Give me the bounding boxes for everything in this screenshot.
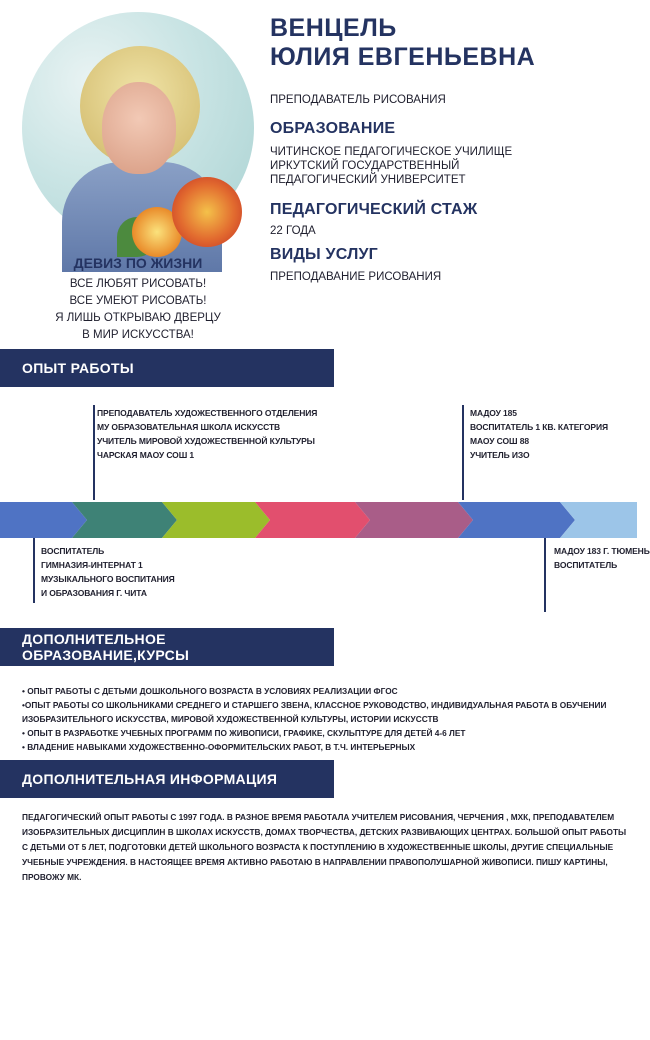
timeline-note-top-left <box>97 406 337 462</box>
list-item: • ОПЫТ РАБОТЫ С ДЕТЬМИ ДОШКОЛЬНОГО ВОЗРАСТА В УСЛОВИЯХ РЕАЛИЗАЦИИ ФГОС <box>22 686 398 696</box>
timeline-connector <box>33 538 35 603</box>
timeline-connector <box>462 405 464 500</box>
education-line: ИРКУТСКИЙ ГОСУДАРСТВЕННЫЙ <box>270 160 460 172</box>
list-item: • ОПЫТ В РАЗРАБОТКЕ УЧЕБНЫХ ПРОГРАММ ПО ЖИВОПИСИ, ГРАФИКЕ, СКУЛЬПТУРЕ ДЛЯ ДЕТЕЙ 4-6 ЛЕТ <box>22 728 466 738</box>
education-line: ПЕДАГОГИЧЕСКИЙ УНИВЕРСИТЕТ <box>270 174 466 186</box>
timeline-segment-5 <box>355 502 473 538</box>
experience-title: ПЕДАГОГИЧЕСКИЙ СТАЖ <box>270 201 478 218</box>
timeline-label: 2010-2011 <box>286 1016 338 1028</box>
profile-photo <box>22 12 254 244</box>
note-line: ВОСПИТАТЕЛЬ <box>41 546 105 556</box>
timeline-connector <box>544 538 546 612</box>
list-item: •ОПЫТ РАБОТЫ СО ШКОЛЬНИКАМИ СРЕДНЕГО И СТАРШЕГО ЗВЕНА, КЛАССНОЕ РУКОВОДСТВО, ИНДИВИДУАЛЬНАЯ РАБОТА В ОБУЧЕНИИ ИЗОБРАЗИТЕЛЬНОГО ИСКУССТВА, МИРОВОЙ ХУДОЖЕСТВЕННОЙ КУЛЬТУРЫ, ИСТОРИИ ИСКУССТВ <box>22 700 607 724</box>
note-line: И ОБРАЗОВАНИЯ Г. ЧИТА <box>41 588 147 598</box>
note-line: МАДОУ 183 Г. ТЮМЕНЬ <box>554 546 650 556</box>
timeline-segment-6 <box>458 502 575 538</box>
motto-line: ВСЕ ЛЮБЯТ РИСОВАТЬ! <box>69 278 207 290</box>
timeline-segment-2 <box>72 502 177 538</box>
timeline-segment-3 <box>162 502 270 538</box>
note-line: МАОУ СОШ 88 <box>470 436 529 446</box>
courses-header: ДОПОЛНИТЕЛЬНОЕ ОБРАЗОВАНИЕ,КУРСЫ <box>0 628 334 666</box>
name-line-2: ЮЛИЯ ЕВГЕНЬЕВНА <box>270 43 536 71</box>
note-line: УЧИТЕЛЬ ИЗО <box>470 450 530 460</box>
work-experience-header: ОПЫТ РАБОТЫ <box>0 349 334 387</box>
timeline-label: 2016-2018 <box>487 1016 541 1028</box>
education-line: ЧИТИНСКОЕ ПЕДАГОГИЧЕСКОЕ УЧИЛИЩЕ <box>270 146 513 158</box>
motto-line: Я ЛИШЬ ОТКРЫВАЮ ДВЕРЦУ <box>55 312 221 324</box>
note-line: ВОСПИТАТЕЛЬ 1 КВ. КАТЕГОРИЯ <box>470 422 608 432</box>
services-title: ВИДЫ УСЛУГ <box>270 246 378 263</box>
name-line-1: ВЕНЦЕЛЬ <box>270 14 397 42</box>
extra-info-header: ДОПОЛНИТЕЛЬНАЯ ИНФОРМАЦИЯ <box>0 760 334 798</box>
timeline-label: 2019-Н.В. <box>578 1016 629 1028</box>
timeline-label: 2011-2015 <box>387 1016 439 1028</box>
education-title: ОБРАЗОВАНИЕ <box>270 120 396 137</box>
timeline-connector <box>93 405 95 500</box>
timeline-segment-1 <box>0 502 87 538</box>
person-name <box>270 14 535 72</box>
note-line: ВОСПИТАТЕЛЬ <box>554 560 618 570</box>
timeline-label: 2004-2009 <box>187 1016 241 1028</box>
note-line: ЧАРСКАЯ МАОУ СОШ 1 <box>97 450 195 460</box>
timeline-note-bottom-right <box>554 544 650 572</box>
note-line: ПРЕПОДАВАТЕЛЬ ХУДОЖЕСТВЕННОГО ОТДЕЛЕНИЯ <box>97 408 318 418</box>
note-line: УЧИТЕЛЬ МИРОВОЙ ХУДОЖЕСТВЕННОЙ КУЛЬТУРЫ <box>97 436 315 446</box>
note-line: МУЗЫКАЛЬНОГО ВОСПИТАНИЯ <box>41 574 175 584</box>
education-details <box>270 145 512 187</box>
note-line: МУ ОБРАЗОВАТЕЛЬНАЯ ШКОЛА ИСКУССТВ <box>97 422 281 432</box>
note-line: ГИМНАЗИЯ-ИНТЕРНАТ 1 <box>41 560 143 570</box>
timeline-note-bottom-left <box>41 544 241 600</box>
timeline-arrows <box>0 502 637 538</box>
courses-list <box>22 684 622 754</box>
motto-title: ДЕВИЗ ПО ЖИЗНИ <box>73 255 203 271</box>
motto-text <box>22 276 254 344</box>
timeline-label: 1997-1998 <box>9 1016 63 1028</box>
list-item: • ВЛАДЕНИЕ НАВЫКАМИ ХУДОЖЕСТВЕННО-ОФОРМИТЕЛЬСКИХ РАБОТ, В Т.Ч. ИНТЕРЬЕРНЫХ <box>22 742 416 752</box>
timeline-note-top-right <box>470 406 630 462</box>
motto-line: ВСЕ УМЕЮТ РИСОВАТЬ! <box>69 295 207 307</box>
services-value: ПРЕПОДАВАНИЕ РИСОВАНИЯ <box>270 271 442 283</box>
note-line: МАДОУ 185 <box>470 408 517 418</box>
extra-info-text: ПЕДАГОГИЧЕСКИЙ ОПЫТ РАБОТЫ С 1997 ГОДА. В РАЗНОЕ ВРЕМЯ РАБОТАЛА УЧИТЕЛЕМ РИСОВАНИЯ, ЧЕРЧЕНИЯ , МХК, ПРЕПОДАВАТЕЛЕМ ИЗОБРАЗИТЕЛЬНЫХ ДИСЦИПЛИН В ШКОЛАХ ИСКУССТВ, ДОМАХ ТВОРЧЕСТВА, ДЕТСКИХ РАЗВИВАЮЩИХ ЦЕНТРАХ. БОЛЬШОЙ ОПЫТ РАБОТЫ С ДЕТЬМИ ОТ 5 ЛЕТ, ПОДГОТОВКИ ДЕТЕЙ ШКОЛЬНОГО ВОЗРАСТА К ПОСТУПЛЕНИЮ В ХУДОЖЕСТВЕННЫЕ ШКОЛЫ, ДРУГИЕ СПЕЦИАЛЬНЫЕ УЧЕБНЫЕ УЧРЕЖДЕНИЯ. В НАСТОЯЩЕЕ ВРЕМЯ АКТИВНО РАБОТАЮ В НАПРАВЛЕНИИ ПРАВОПОЛУШАРНОЙ ЖИВОПИСИ. ПИШУ КАРТИНЫ, ПРОВОЖУ МК. <box>22 812 627 882</box>
motto-line: В МИР ИСКУССТВА! <box>82 329 194 341</box>
timeline-segment-4 <box>255 502 370 538</box>
position-title: ПРЕПОДАВАТЕЛЬ РИСОВАНИЯ <box>270 94 446 106</box>
experience-value: 22 ГОДА <box>270 225 316 237</box>
timeline-label: 1998-2004 <box>94 1016 148 1028</box>
